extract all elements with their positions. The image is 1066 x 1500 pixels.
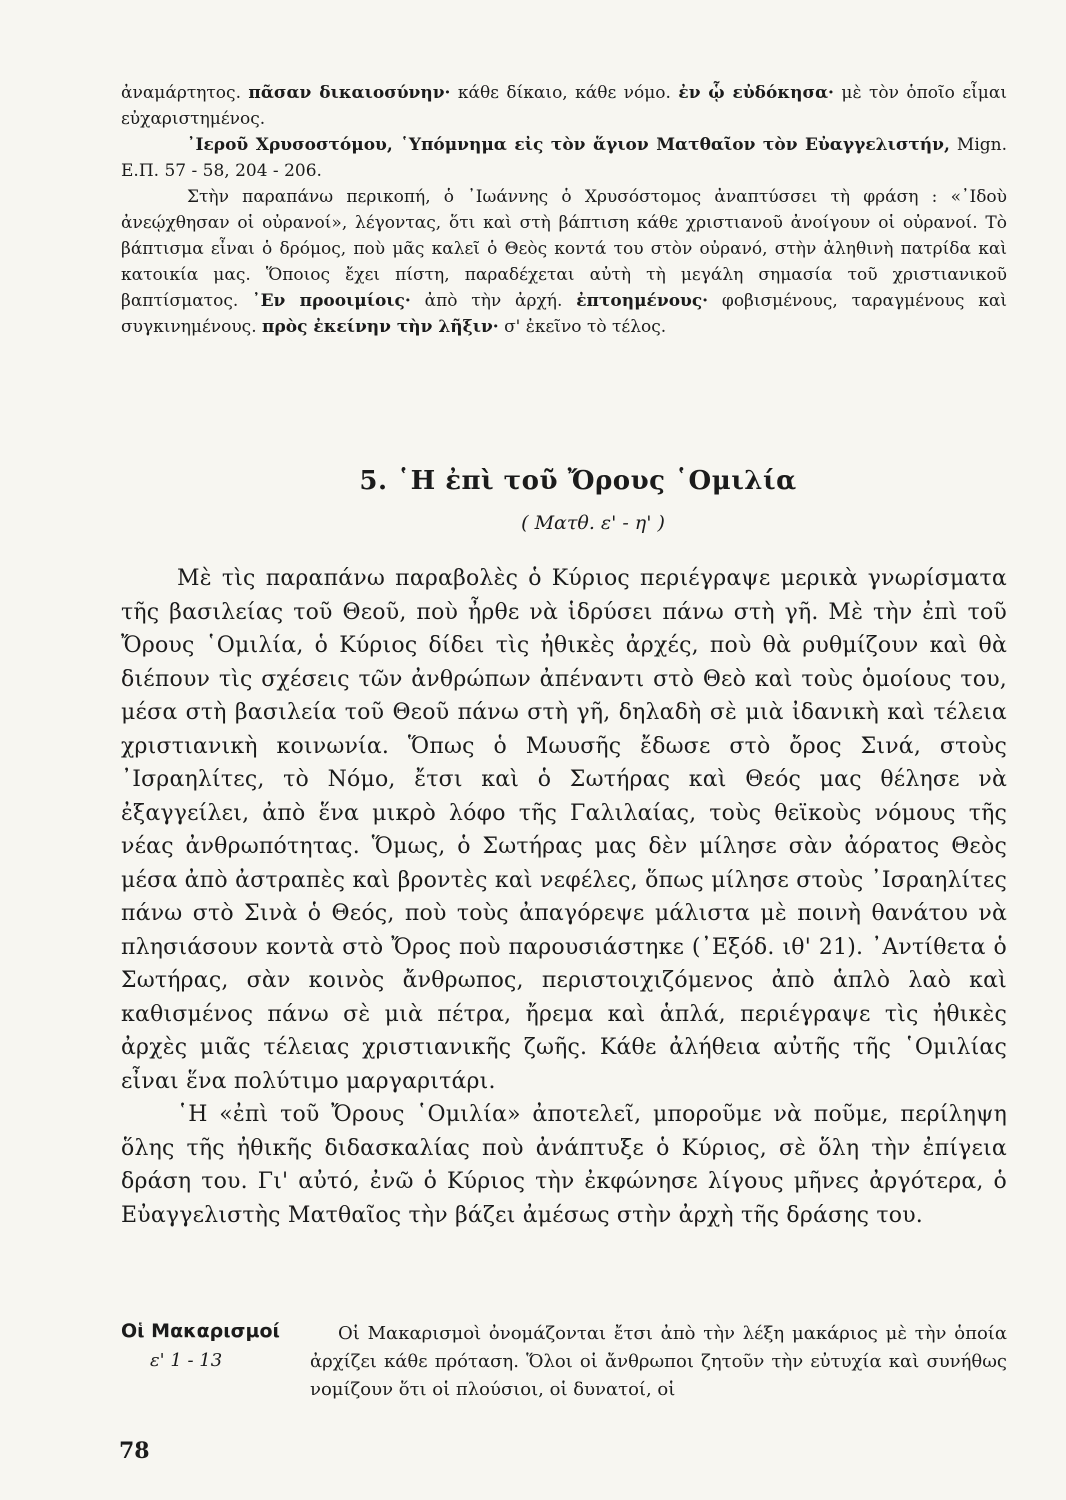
note-paragraph [121, 80, 1007, 132]
section-reference [0, 512, 1066, 534]
sidenote-title: Οἱ Μακαρισμοί [121, 1320, 280, 1342]
note-term: πρὸς ἐκείνην τὴν λῆξιν· [262, 317, 499, 337]
body-paragraph: Μὲ τὶς παραπάνω παραβολὲς ὁ Κύριος περιέγραψε μερικὰ γνωρίσματα τῆς βασιλείας τοῦ Θεοῦ, ποὺ ἦρθε νὰ ἱδρύσει πάνω στὴ γῆ. Μὲ τὴν ἐπὶ τοῦ Ὄρους ῾Ομιλία, ὁ Κύριος δίδει τὶς ἠθικὲς ἀρχές, ποὺ θὰ ρυθμίζουν καὶ θὰ διέπουν τὶς σχέσεις τῶν ἀνθρώπων ἀπέναντι στὸ Θεὸ καὶ τοὺς ὁμοίους του, μέσα στὴ βασιλεία τοῦ Θεοῦ πάνω στὴ γῆ, δηλαδὴ σὲ μιὰ ἰδανικὴ καὶ τέλεια χριστιανικὴ κοινωνία. Ὅπως ὁ Μωυσῆς ἔδωσε στὸ ὄρος Σινά, στοὺς ᾿Ισραηλίτες, τὸ Νόμο, ἔτσι καὶ ὁ Σωτήρας καὶ Θεός μας θέλησε νὰ ἐξαγγείλει, ἀπὸ ἕνα μικρὸ λόφο τῆς Γαλιλαίας, τοὺς θεϊκοὺς νόμους τῆς νέας ἀνθρωπότητας. Ὅμως, ὁ Σωτήρας μας δὲν μίλησε σὰν ἀόρατος Θεὸς μέσα ἀπὸ ἀστραπὲς καὶ βροντὲς καὶ νεφέλες, ὅπως μίλησε στοὺς ᾿Ισραηλίτες πάνω στὸ Σινὰ ὁ Θεός, ποὺ τοὺς ἀπαγόρεψε μάλιστα μὲ ποινὴ θανάτου νὰ πλησιάσουν κοντὰ στὸ Ὄρος ποὺ παρουσιάστηκε (᾿Εξόδ. ιθ' 21). ᾿Αντίθετα ὁ Σωτήρας, σὰν κοινὸς ἄνθρωπος, περιστοιχιζόμενος ἀπὸ ἁπλὸ λαὸ καὶ καθισμένος πάνω σὲ μιὰ πέτρα, ἤρεμα καὶ ἁπλά, περιέγραψε τὶς ἠθικὲς ἀρχὲς μιᾶς τέλειας χριστιανικῆς ζωῆς. Κάθε ἀλήθεια αὐτῆς τῆς ῾Ομιλίας εἶναι ἕνα πολύτιμο μαργαριτάρι. [121, 566, 1007, 1094]
main-text [121, 562, 1007, 1232]
body-paragraph: ῾Η «ἐπὶ τοῦ Ὄρους ῾Ομιλία» ἀποτελεῖ, μποροῦμε νὰ ποῦμε, περίληψη ὅλης τῆς ἠθικῆς διδασκαλίας ποὺ ἀνάπτυξε ὁ Κύριος, σὲ ὅλη τὴν ἐπίγεια δράση του. Γι' αὐτό, ἐνῶ ὁ Κύριος τὴν ἐκφώνησε λίγους μῆνες ἀργότερα, ὁ Εὐαγγελιστὴς Ματθαῖος τὴν βάζει ἀμέσως στὴν ἀρχὴ τῆς δράσης του. [121, 1102, 1007, 1228]
note-term: ἐν ᾧ εὐδόκησα· [678, 83, 834, 103]
note-text: ἀναμάρτητος. [121, 83, 249, 103]
note-text: σ' ἐκεῖνο τὸ τέλος. [498, 317, 667, 337]
note-term: ἐπτοημένους· [576, 291, 709, 311]
sidenote-reference: ε' 1 - 13 [150, 1350, 223, 1371]
citation-source: Mign. Ε.Π. 57 - 58, 204 - 206. [121, 135, 1007, 181]
section-number: 5. [359, 466, 388, 496]
note-term: πᾶσαν δικαιοσύνην· [248, 83, 451, 103]
citation-title: ᾿Ιεροῦ Χρυσοστόμου, ῾Υπόμνημα εἰς τὸν ἅγιον Ματθαῖον τὸν Εὐαγγελιστήν, [187, 135, 950, 155]
section-title: ῾Η ἐπὶ τοῦ Ὄρους ῾Ομιλία [397, 466, 797, 496]
note-paragraph [121, 184, 1007, 340]
note-text: κάθε δίκαιο, κάθε νόμο. [450, 83, 679, 103]
note-term: ᾿Εν προοιμίοις· [252, 291, 411, 311]
note-text: ἀπὸ τὴν ἀρχή. [410, 291, 577, 311]
page-number: 78 [119, 1438, 150, 1464]
commentary-notes [121, 80, 1007, 340]
note-citation [121, 132, 1007, 184]
section-heading [0, 466, 1066, 496]
scripture-reference: ( Ματθ. ε' - η' ) [521, 512, 665, 534]
sidenote-text: Οἱ Μακαρισμοὶ ὀνομάζονται ἔτσι ἀπὸ τὴν λέξη μακάριος μὲ τὴν ὁποία ἀρχίζει κάθε πρόταση. Ὅλοι οἱ ἄνθρωποι ζητοῦν τὴν εὐτυχία καὶ συνήθως νομίζουν ὅτι οἱ πλούσιοι, οἱ δυνατοί, οἱ [310, 1323, 1007, 1400]
note-text: Στὴν παραπάνω περικοπή, ὁ ᾿Ιωάννης ὁ Χρυσόστομος ἀναπτύσσει τὴ φράση : «᾿Ιδοὺ ἀνεῴχθησαν οἱ οὐρανοί», λέγοντας, ὅτι καὶ στὴ βάπτιση κάθε χριστιανοῦ ἀνοίγουν οἱ οὐρανοί. Τὸ βάπτισμα εἶναι ὁ δρόμος, ποὺ μᾶς καλεῖ ὁ Θεὸς κοντά του στὸν οὐρανό, στὴν ἀληθινὴ πατρίδα καὶ κατοικία μας. Ὅποιος ἔχει πίστη, παραδέχεται αὐτὴ τὴ μεγάλη σημασία τοῦ χριστιανικοῦ βαπτίσματος. [121, 187, 1007, 311]
note-text: μὲ τὸν ὁποῖο εἶμαι εὐχαριστημένος. [121, 83, 1007, 129]
sidenote-text-block [310, 1320, 1007, 1404]
note-text: φοβισμένους, ταραγμένους καὶ συγκινημένους. [121, 291, 1008, 337]
